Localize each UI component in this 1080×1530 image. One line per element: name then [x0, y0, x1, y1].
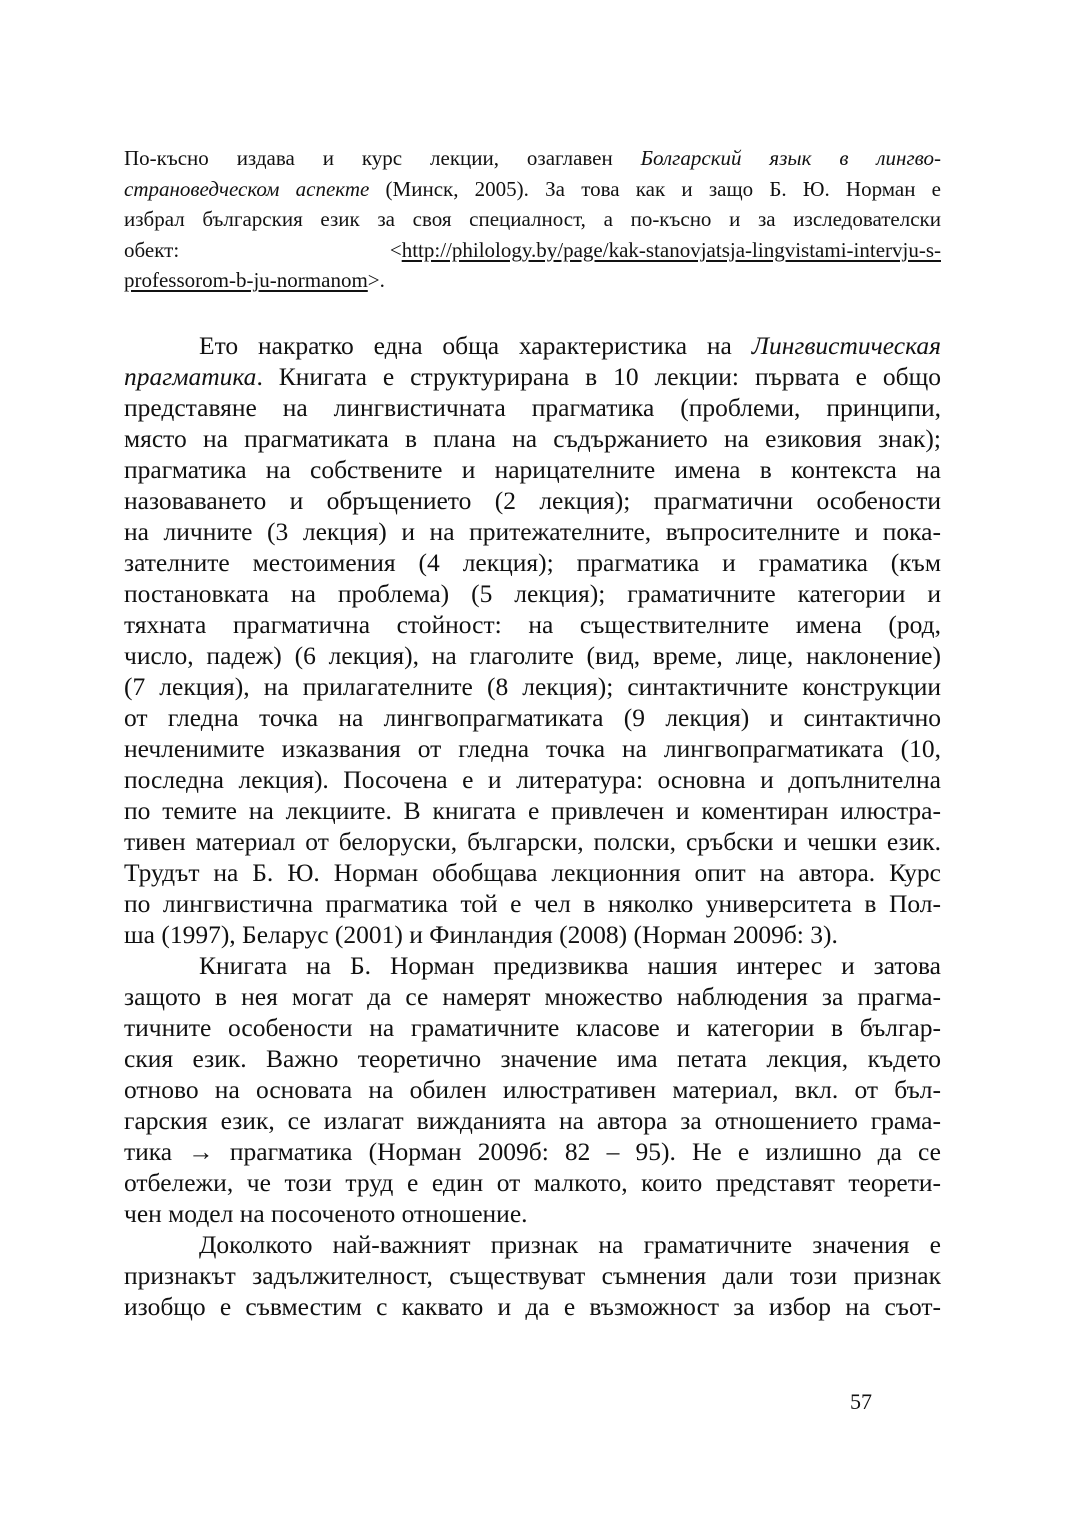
- text-line: място на прагматиката в плана на съдържанието на езиковия знак);: [124, 424, 941, 453]
- text-line: на личните (3 лекция) и на притежателните, въпросителните и пока-: [124, 517, 941, 546]
- body-text: [124, 330, 941, 1322]
- text-line: прагматика. Книгата е структурирана в 10 лекции: първата е общо: [124, 362, 941, 391]
- url-link-continued[interactable]: professorom-b-ju-normanom: [124, 268, 368, 292]
- text-line: Книгата на Б. Норман предизвиква нашия интерес и затова: [199, 951, 941, 980]
- text-line: По-късно издава и курс лекции, озаглавен Болгарский язык в лингво-: [124, 146, 941, 170]
- text-line: отново на основата на обилен илюстративен материал, вкл. от бъл-: [124, 1075, 941, 1104]
- text-line: тика → прагматика (Норман 2009б: 82 – 95). Не е излишно да се: [124, 1137, 941, 1166]
- text-line: от гледна точка на лингвопрагматиката (9 лекция) и синтактично: [124, 703, 941, 732]
- text-line: изобщо е съвместим с каквато и да е възможност за избор на съот-: [124, 1292, 941, 1321]
- page-number: 57: [850, 1389, 872, 1414]
- text-line: обект: <http://philology.by/page/kak-stanovjatsja-lingvistami-intervju-s-: [124, 237, 941, 262]
- text-line: по лингвистична прагматика той е чел в няколко университета в Пол-: [124, 889, 941, 918]
- text-line: признакът задължителност, съществуват съмнения дали този признак: [124, 1261, 941, 1290]
- text-line: нечленимите изказвания от гледна точка на лингвопрагматиката (10,: [124, 734, 941, 763]
- footnote: [124, 143, 941, 296]
- url-link[interactable]: http://philology.by/page/kak-stanovjatsja-lingvistami-intervju-s-: [401, 237, 941, 262]
- text-line: ския език. Важно теоретично значение има петата лекция, където: [124, 1044, 941, 1073]
- text-line: назоваването и обръщението (2 лекция); прагматични особености: [124, 486, 941, 515]
- text-line: избрал българския език за своя специалност, а по-късно и за изследователски: [124, 207, 941, 231]
- text-line: Доколкото най-важният признак на граматичните значения е: [199, 1230, 941, 1259]
- text-line: (7 лекция), на прилагателните (8 лекция); синтактичните конструкции: [124, 672, 941, 701]
- text-line: Трудът на Б. Ю. Норман обобщава лекционния опит на автора. Курс: [124, 858, 941, 887]
- paragraph: [124, 950, 941, 1229]
- text-line: страноведческом аспекте (Минск, 2005). За това как и защо Б. Ю. Норман е: [124, 176, 942, 201]
- text-line: тичните особености на граматичните класове и категории в българ-: [124, 1013, 941, 1042]
- text-line: прагматика на собствените и нарицателните имена в контекста на: [124, 455, 941, 484]
- paragraph: [124, 330, 941, 950]
- text-line: число, падеж) (6 лекция), на глаголите (вид, време, лице, наклонение): [124, 641, 941, 670]
- text-line: гарския език, се излагат вижданията на автора за отношението грама-: [124, 1106, 941, 1135]
- text-line: постановката на проблема) (5 лекция); граматичните категории и: [124, 579, 941, 608]
- text-line: по темите на лекциите. В книгата е привлечен и коментиран илюстра-: [124, 796, 941, 825]
- text-line: Ето накратко една обща характеристика на Лингвистическая: [199, 331, 941, 360]
- text-line: ша (1997), Беларус (2001) и Финландия (2008) (Норман 2009б: 3).: [124, 920, 838, 949]
- text-line: представяне на лингвистичната прагматика (проблеми, принципи,: [124, 393, 941, 422]
- text-line: тяхната прагматична стойност: на съществителните имена (род,: [124, 610, 941, 639]
- text-line: тивен материал от белоруски, български, полски, сръбски и чешки език.: [124, 827, 941, 856]
- text-line: professorom-b-ju-normanom>.: [124, 268, 385, 292]
- text-line: зателните местоимения (4 лекция); прагматика и граматика (към: [124, 548, 941, 577]
- text-line: чен модел на посоченото отношение.: [124, 1199, 528, 1228]
- paragraph: [124, 1229, 941, 1322]
- text-line: последна лекция). Посочена е и литература: основна и допълнителна: [124, 765, 941, 794]
- text-line: защото в нея могат да се намерят множество наблюдения за прагма-: [124, 982, 941, 1011]
- text-line: отбележи, че този труд е един от малкото, които представят теорети-: [124, 1168, 941, 1197]
